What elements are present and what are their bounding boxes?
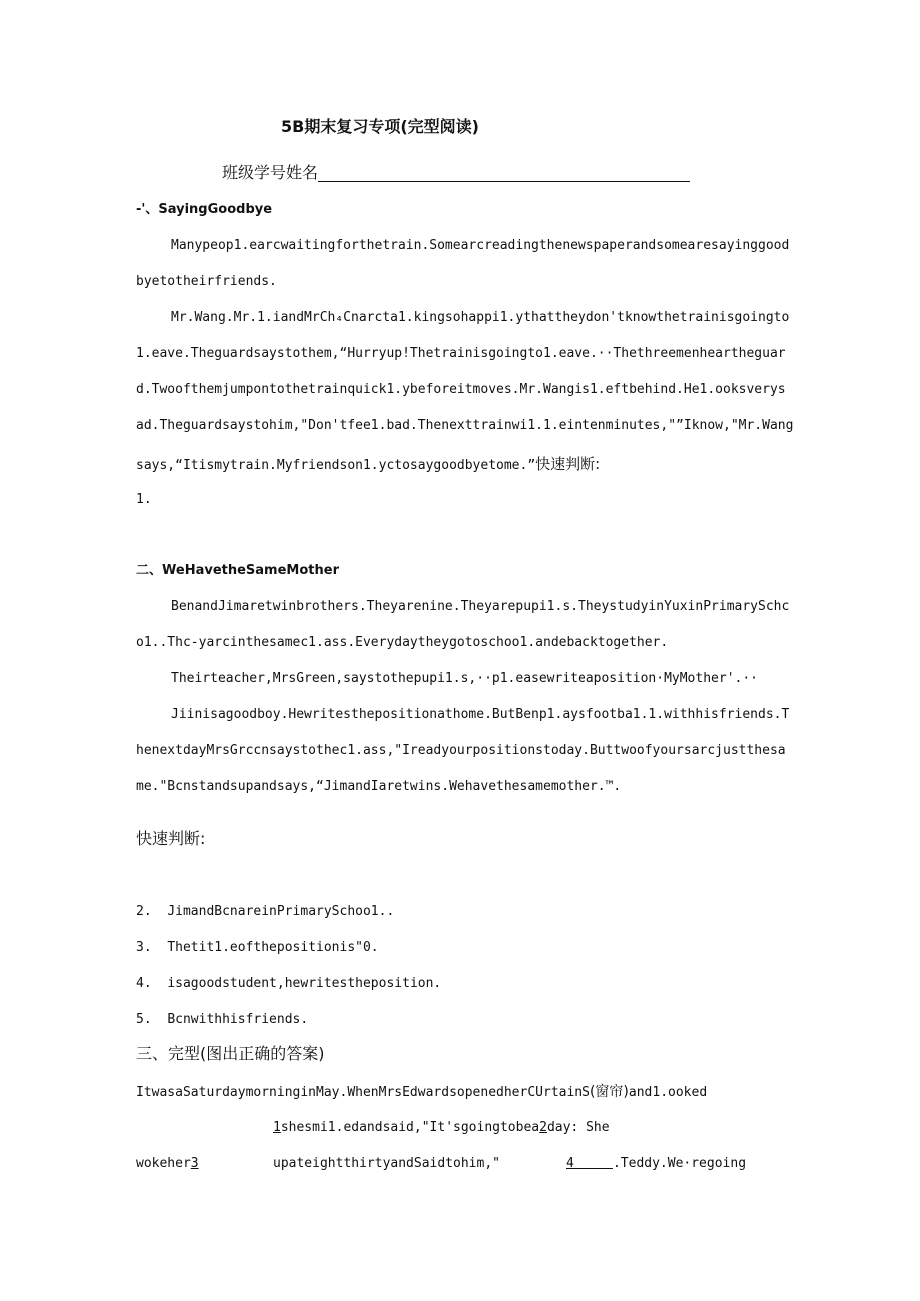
question-1-number: 1. [136, 492, 152, 507]
cloze-text: ItwasaSaturdaymorninginMay.WhenMrsEdwardsopenedherCUrtainS [136, 1085, 590, 1100]
blank-4: 4 [566, 1156, 574, 1171]
question-text: JimandBcnareinPrimarySchoo1.. [167, 904, 395, 919]
passage-2-line: BenandJimaretwinbrothers.Theyarenine.Theyarepupi1.s.TheystudyinYuxinPrimarySchc [171, 599, 790, 614]
question-item [136, 939, 379, 957]
passage-1-line: ad.Theguardsaystohim,"Don'tfee1.bad.Thenexttrainwi1.1.eintenminutes,"”Iknow,"Mr.Wang [136, 418, 794, 433]
passage-2-line: o1..Thc-yarcinthesamec1.ass.Everydaytheygotoschoo1.andebacktogether. [136, 635, 669, 650]
cloze-gloss: (窗帘) [589, 1084, 629, 1100]
passage-2-line: henextdayMrsGrccnsaystothec1.ass,"Ireadyourpositionstoday.Buttwoofyoursarcjustthesa [136, 743, 786, 758]
question-text: Thetit1.eofthepositionis"0. [167, 940, 379, 955]
student-info-label: 班级学号姓名 [222, 163, 319, 182]
cloze-text: and1.ooked [628, 1085, 708, 1100]
passage-1-text: says,“Itismytrain.Myfriendson1.yctosaygoodbyetome.” [136, 458, 536, 473]
question-text: isagoodstudent,hewritestheposition. [167, 976, 442, 991]
cloze-text: day: She [546, 1120, 610, 1135]
question-text: Bcnwithhisfriends. [167, 1012, 309, 1027]
cloze-text: wokeher [136, 1156, 191, 1171]
section-1-heading: -'、SayingGoodbye [136, 202, 273, 217]
student-info-blank [318, 163, 690, 182]
cloze-line-3-end [566, 1155, 746, 1173]
cloze-line-3-mid: upateightthirtyandSaidtohim," [273, 1156, 500, 1171]
passage-2-line: Theirteacher,MrsGreen,saystothepupi1.s,··p1.easewriteaposition·MyMother'.·· [171, 671, 758, 686]
question-item [136, 1011, 308, 1029]
quick-judge-label-2: 快速判断: [136, 829, 206, 848]
passage-2-line: me."Bcnstandsupandsays,“JimandIaretwins.Wehavethesamemother.™. [136, 779, 622, 794]
passage-1-line-last [136, 455, 600, 475]
passage-1-line: 1.eave.Theguardsaystothem,“Hurryup!Thetrainisgoingto1.eave.··Thethreemenheartheguar [136, 346, 786, 361]
blank-1: 1 [273, 1120, 281, 1135]
question-item [136, 975, 441, 993]
blank-2: 2 [539, 1120, 547, 1135]
cloze-line-2 [273, 1119, 610, 1137]
passage-1-line: byetotheirfriends. [136, 274, 277, 289]
question-number: 4. [136, 976, 152, 991]
passage-1-line: d.Twoofthemjumpontothetrainquick1.ybeforeitmoves.Mr.Wangis1.eftbehind.He1.ooksverys [136, 382, 786, 397]
section-3-heading: 三、完型(图出正确的答案) [136, 1044, 325, 1063]
question-item [136, 903, 394, 921]
page-title: 5B期末复习专项(完型阅读) [281, 117, 479, 136]
question-number: 5. [136, 1012, 152, 1027]
section-2-heading: 二、WeHavetheSameMother [136, 563, 339, 578]
cloze-line-1 [136, 1083, 707, 1102]
student-info-line [222, 163, 690, 182]
passage-1-line: Mr.Wang.Mr.1.iandMrCh₄Cnarcta1.kingsohappi1.ythattheydon'tknowthetrainisgoingto [171, 310, 790, 325]
cloze-text: .Teddy.We·regoing [612, 1156, 747, 1171]
blank-3: 3 [190, 1156, 199, 1171]
cloze-text: shesmi1.edandsaid,"It'sgoingtobea [280, 1120, 540, 1135]
quick-judge-label: 快速判断: [535, 455, 601, 473]
question-number: 3. [136, 940, 152, 955]
cloze-line-3-start [136, 1155, 199, 1173]
question-number: 2. [136, 904, 152, 919]
passage-1-line: Manypeop1.earcwaitingforthetrain.Somearcreadingthenewspaperandsomearesayinggood [171, 238, 790, 253]
passage-2-line: Jiinisagoodboy.Hewritesthepositionathome.ButBenp1.aysfootba1.1.withhisfriends.T [171, 707, 790, 722]
